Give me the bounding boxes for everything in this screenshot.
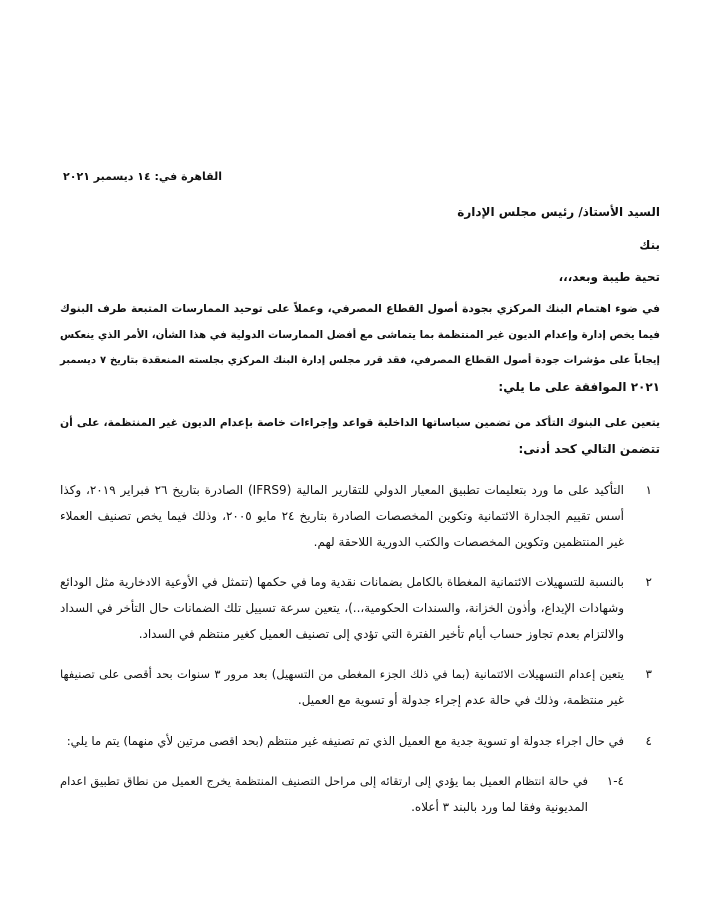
- requirement-line-1: يتعين على البنوك التأكد من تضمين سياساتها الداخلية قواعد وإجراءات خاصة بإعدام الديون غير المنتظمة، على أن: [60, 416, 660, 429]
- subitem-4-1-line-1: في حالة انتظام العميل بما يؤدي إلى ارتقائه إلى مراحل التصنيف المنتظمة يخرج العميل من نطاق تطبيق اعدام: [60, 774, 588, 788]
- intro-line-1: في ضوء اهتمام البنك المركزي بجودة أصول القطاع المصرفي، وعملاً على توحيد الممارسات المتبعة طرف البنوك: [60, 302, 660, 315]
- item-2-line-1: بالنسبة للتسهيلات الائتمانية المغطاة بالكامل بضمانات نقدية وما في حكمها (تتمثل في الأوعية الادخارية مثل الودائع: [60, 575, 624, 589]
- intro-line-4: ٢٠٢١ الموافقة على ما يلي:: [498, 380, 660, 394]
- bank-name: بنك: [639, 238, 660, 252]
- item-1-line-3: غير المنتظمين وتكوين المخصصات والكتب الدورية اللاحقة لهم.: [313, 535, 624, 549]
- item-3-number: ٣: [645, 667, 652, 681]
- subitem-4-1-number: ٤-١: [606, 774, 624, 788]
- requirement-line-2: تتضمن التالي كحد أدنى:: [518, 442, 660, 456]
- item-2-line-3: والالتزام بعدم تجاوز حساب أيام تأخير الفترة التي تؤدي إلى تصنيف العميل كغير منتظم في السداد.: [138, 627, 624, 641]
- item-1-number: ١: [645, 483, 652, 497]
- subitem-4-1-line-2: المديونية وفقا لما ورد بالبند ٣ أعلاه.: [411, 800, 588, 814]
- item-1-line-2: أسس تقييم الجدارة الائتمانية وتكوين المخصصات الصادرة بتاريخ ٢٤ مايو ٢٠٠٥، وذلك فيما يخص تصنيف العملاء: [60, 509, 624, 523]
- item-3-line-2: غير منتظمة، وذلك في حالة عدم إجراء جدولة أو تسوية مع العميل.: [297, 693, 624, 707]
- greeting: تحية طيبة وبعد،،،: [558, 270, 660, 284]
- item-1-line-1: التأكيد على ما ورد بتعليمات تطبيق المعيار الدولي للتقارير المالية (IFRS9) الصادرة بتاريخ ٢٦ فبراير ٢٠١٩، وكذا: [60, 483, 625, 497]
- item-3-line-1: يتعين إعدام التسهيلات الائتمانية (بما في ذلك الجزء المغطى من التسهيل) بعد مرور ٣ سنوات بحد أقصى على تصنيفها: [60, 667, 624, 681]
- item-2-number: ٢: [645, 575, 652, 589]
- intro-line-2: فيما يخص إدارة وإعدام الديون غير المنتظمة بما يتماشى مع أفضل الممارسات الدولية في هذا الشأن، الأمر الذي ينعكس: [60, 329, 660, 341]
- date-line: القاهرة في: ١٤ ديسمبر ٢٠٢١: [63, 170, 222, 183]
- intro-line-3: إيجاباً على مؤشرات جودة أصول القطاع المصرفي، فقد قرر مجلس إدارة البنك المركزي بجلسته المنعقدة بتاريخ ٧ ديسمبر: [60, 355, 660, 366]
- addressee: السيد الأستاذ/ رئيس مجلس الإدارة: [457, 205, 660, 219]
- item-2-line-2: وشهادات الإيداع، وأذون الخزانة، والسندات الحكومية،..)، يتعين سرعة تسييل تلك الضمانات حال التأخر في السداد: [60, 601, 624, 615]
- item-4-line-1: في حال اجراء جدولة او تسوية جدية مع العميل الذي تم تصنيفه غير منتظم (بحد اقصى مرتين لأي منهما) يتم ما يلي:: [66, 734, 624, 748]
- item-4-number: ٤: [645, 734, 652, 748]
